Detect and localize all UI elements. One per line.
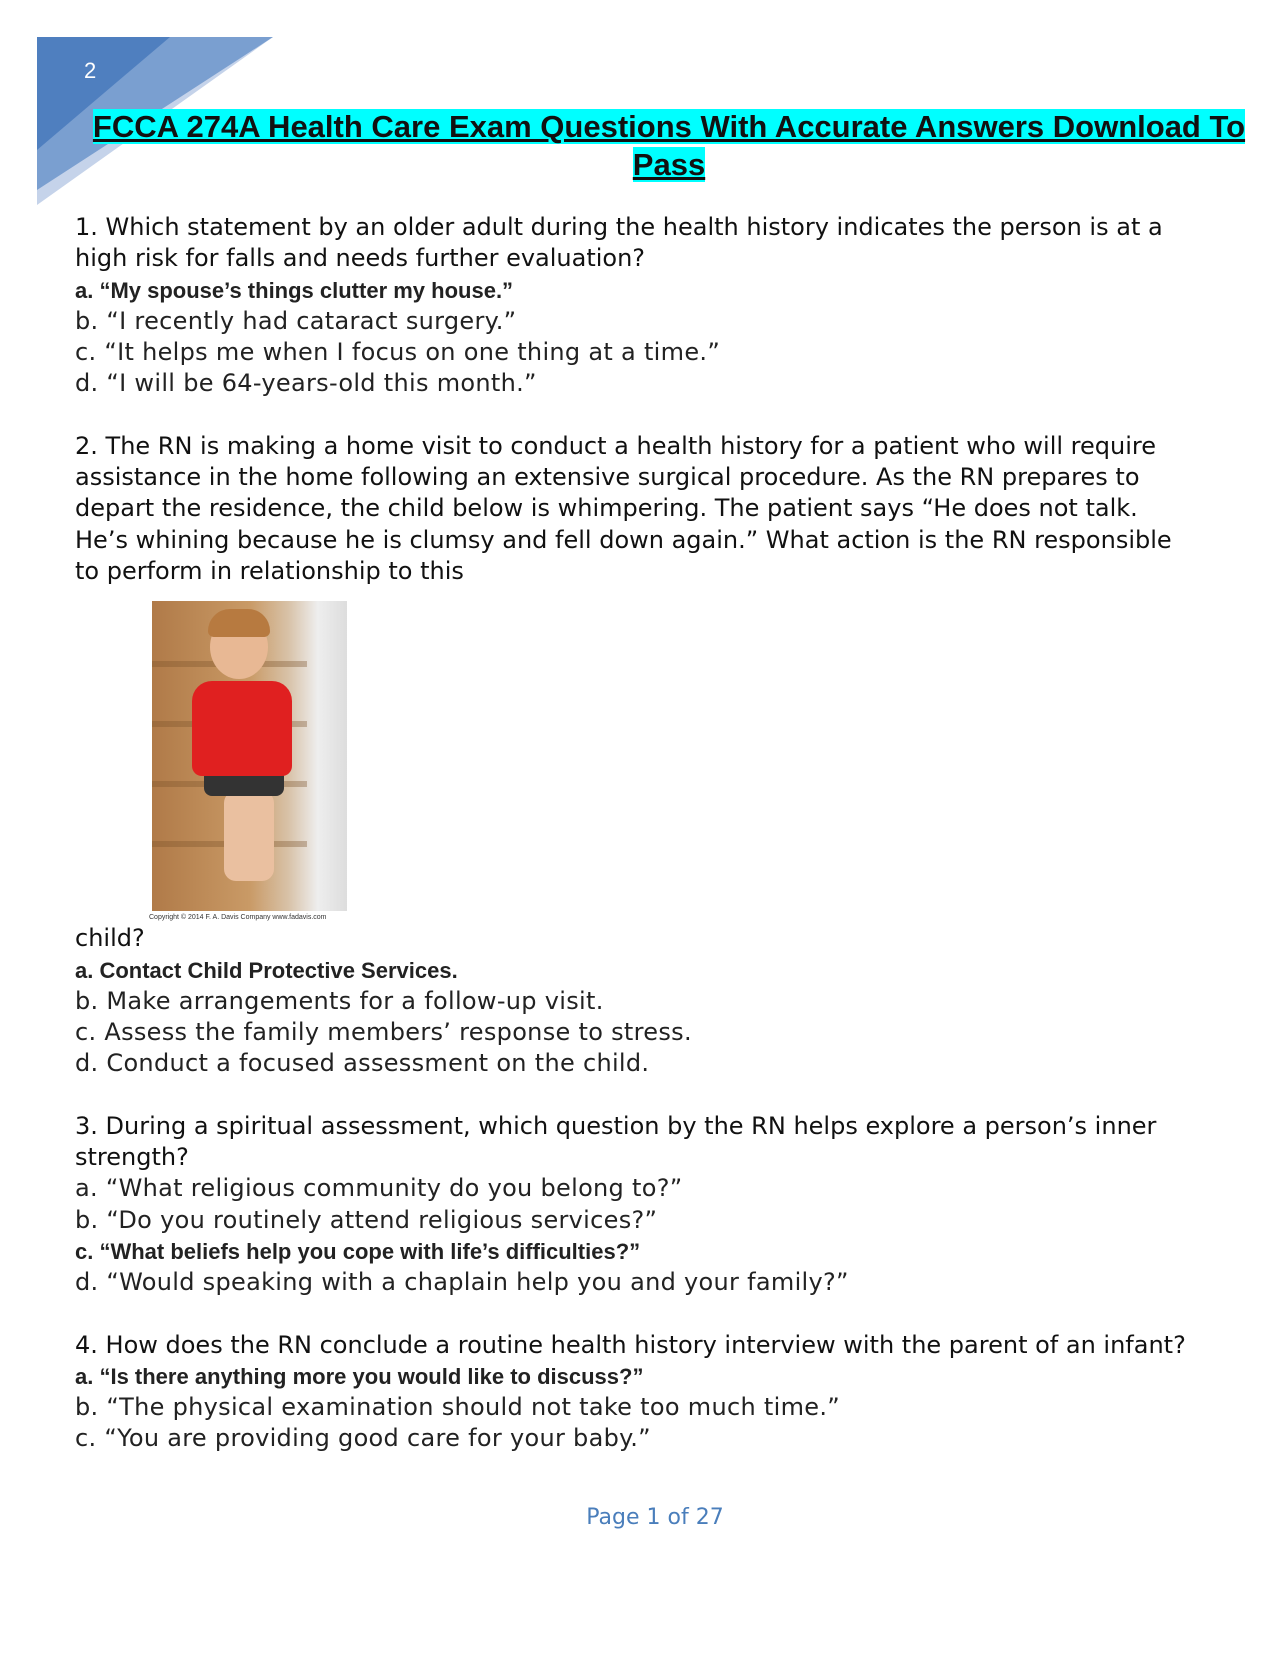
question-3: 3. During a spiritual assessment, which question by the RN helps explore a person’s inner strength? bbox=[75, 1111, 1157, 1172]
image-caption: Copyright © 2014 F. A. Davis Company www.fadavis.com bbox=[149, 914, 327, 922]
option: d. “I will be 64-years-old this month.” bbox=[75, 369, 537, 398]
option-answer: a. “My spouse’s things clutter my house.” bbox=[75, 277, 514, 303]
page-footer: Page 1 of 27 bbox=[586, 1505, 724, 1530]
child-on-stairs-photo bbox=[152, 601, 347, 911]
option: b. “Do you routinely attend religious services?” bbox=[75, 1205, 658, 1234]
option: b. “I recently had cataract surgery.” bbox=[75, 306, 517, 335]
question-2-cont: child? bbox=[75, 924, 145, 953]
option-answer: a. “Is there anything more you would like to discuss?” bbox=[75, 1363, 644, 1389]
option: b. Make arrangements for a follow-up visit. bbox=[75, 986, 604, 1015]
questions bbox=[75, 212, 1195, 1455]
option: c. “You are providing good care for your baby.” bbox=[75, 1424, 651, 1453]
question-1: 1. Which statement by an older adult during the health history indicates the person is at a high risk for falls and needs further evaluation? bbox=[75, 213, 1163, 273]
option-answer: a. Contact Child Protective Services. bbox=[75, 957, 458, 983]
option: a. “What religious community do you belong to?” bbox=[75, 1174, 683, 1203]
page-number: 2 bbox=[84, 58, 97, 83]
option: d. “Would speaking with a chaplain help you and your family?” bbox=[75, 1268, 849, 1297]
question-4: 4. How does the RN conclude a routine health history interview with the parent of an infant? bbox=[75, 1330, 1186, 1359]
question-2: 2. The RN is making a home visit to conduct a health history for a patient who will require assistance in the home following an extensive surgical procedure. As the RN prepares to depart the residence, the child below is whimpering. The patient says “He does not talk. He’s whining because he is clumsy and fell down again.” What action is the RN responsible to perform in relationship to this bbox=[75, 431, 1172, 585]
option-answer: c. “What beliefs help you cope with life’s difficulties?” bbox=[75, 1238, 641, 1264]
document-title: FCCA 274A Health Care Exam Questions With Accurate Answers Download To Pass bbox=[92, 109, 1246, 182]
option: c. “It helps me when I focus on one thing at a time.” bbox=[75, 338, 721, 367]
option: d. Conduct a focused assessment on the child. bbox=[75, 1049, 650, 1078]
option: c. Assess the family members’ response to stress. bbox=[75, 1018, 692, 1047]
option: b. “The physical examination should not take too much time.” bbox=[75, 1393, 840, 1422]
